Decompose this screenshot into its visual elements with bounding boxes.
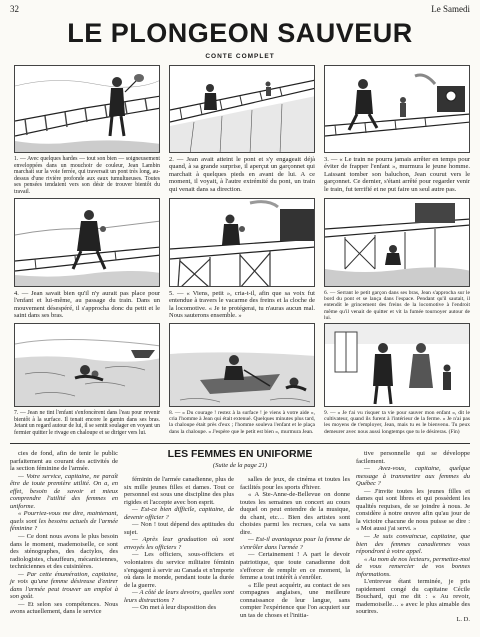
panel-2-caption: 2. — Jean avait atteint le pont et s'y engageait déjà quand, à sa grande surprise, il aperçut un garçonnet qui marchait à quelques pieds en avant de lui. A ce moment, il voyait, à l'autre extrémité du pont, un train qui venait dans sa direction.	[169, 156, 315, 193]
panel-9-illustration	[324, 323, 470, 407]
paragraph: — Avez-vous, capitaine, quelque message à transmettre aux femmes du Québec ?	[356, 465, 470, 488]
paragraph: « Elle peut acquérir, au contact de ses compagnes anglaises, une meilleure connaissance de leur langue, sans compter l'expérience que l'on acquiert sur un tas de choses et l'initia-	[240, 581, 350, 619]
article-column-3	[240, 476, 350, 619]
paragraph: féminin de l'armée canadienne, plus de six mille jeunes filles et dames. Tout ce personnel est sous une discipline des plus rigides et l'accepte avec bon esprit.	[124, 476, 234, 506]
paragraph: tive personnelle qui se développe facilement.	[356, 450, 470, 465]
paragraph: « Au nom de nos lecteurs, permettez-moi de vous remercier de vos bonnes informations.	[356, 555, 470, 578]
paragraph: — Après leur graduation où sont envoyés les officiers ?	[124, 536, 234, 551]
panel-4	[14, 198, 160, 320]
panel-1	[14, 65, 160, 195]
section-title: LES FEMMES EN UNIFORME	[167, 448, 313, 460]
page-number: 32	[10, 4, 19, 14]
panel-2-illustration	[169, 65, 315, 153]
panel-5-illustration	[169, 198, 315, 287]
story-subtitle: CONTE COMPLET	[205, 53, 275, 60]
paragraph: cies de fond, afin de tenir le public parfaitement au courant des activités de la section féminine de l'armée.	[10, 450, 118, 473]
paragraph: — Ce dont nous avons le plus besoin dans le moment, mademoiselle, ce sont des sténographes, des dactylos, des radiologistes, chauffeurs, mécaniciennes, techniciennes et des cuisinières.	[10, 533, 118, 571]
article-column-2	[124, 476, 234, 612]
paragraph: — Les officiers, sous-officiers et volontaires du service militaire féminin s'engagent à servir au Canada et n'importe où dans le monde, pendant toute la durée de la guerre.	[124, 551, 234, 589]
panel-8	[169, 323, 315, 435]
panel-5-caption: 5. — « Viens, petit », cria-t-il, afin que sa voix fut entendue à travers le vacarme des freins et la cloche de la locomotive. « Je te protégerai, tu n'auras aucun mal. Nous sauterons ensemble. »	[169, 290, 315, 320]
paragraph: — A côté de leurs devoirs, quelles sont leurs distractions ?	[124, 589, 234, 604]
panel-1-illustration	[14, 65, 160, 153]
article-column-4	[356, 450, 470, 624]
paragraph: L'entrevue étant terminée, je pris rapidement congé du capitaine Cécile Bouchard, qui me dit : « Au revoir, mademoiselle… » avec le plus aimable des sourires.	[356, 578, 470, 616]
panel-6-caption: 6. — Serrant le petit garçon dans ses bras, Jean s'approcha sur le bord du pont et se lança dans l'espace. Pendant qu'il sautait, il entendit le grincement des freins de la locomotive à l'endroit même qu'il venait de quitter et vit la fumée tournoyer autour de lui.	[324, 290, 470, 321]
panel-7-caption: 7. — Jean ne tint l'enfant s'enfoncèrent dans l'eau pour revenir bientôt à la surface. Il tenait encore le gamin dans ses bras. Jetant un regard autour de lui, il se sentit soulager en voyant un fermier quitter le rivage en chaloupe et se diriger vers lui.	[14, 410, 160, 436]
panel-8-caption: 8. — « Du courage ! restez à la surface ! je viens à votre aide », cria l'homme à Jean qui était extenué. Quelques minutes plus tard, la chaloupe était près d'eux ; l'homme souleva l'enfant et le plaça dans la chaloupe. « J'espère que le petit est bien », murmura Jean.	[169, 410, 315, 435]
paragraph: — Par cette énumération, capitaine, je vois qu'une femme désireuse d'entrer dans l'armée peut trouver un emploi à son goût.	[10, 570, 118, 601]
paragraph: salles de jeux, de cinéma et toutes les facilités pour les sports d'hiver.	[240, 476, 350, 491]
paragraph: « A Ste-Anne-de-Bellevue on donne toutes les semaines un concert au cours duquel on peut entendre de la musique, du chant, etc… Bien des artistes sont choisies parmi les recrues, cela va sans dire.	[240, 491, 350, 536]
panel-9-caption: 9. — « Je t'ai vu risquer ta vie pour sauver mon enfant », dit le cultivateur, quand ils furent à l'intérieur de la ferme. « Je n'ai pas les moyens de t'employer, Jean, mais tu es le bienvenu. Tu peux demeurer avec nous aussi longtemps que tu le désireras. (Fin)	[324, 410, 470, 435]
paragraph: — Je suis convaincue, capitaine, que bien des femmes canadiennes vous répondront à votre appel.	[356, 533, 470, 556]
paragraph: « Pourriez-vous me dire, maintenant, quels sont les besoins actuels de l'armée féminine ?	[10, 510, 118, 533]
panel-2	[169, 65, 315, 193]
panel-6-illustration	[324, 198, 470, 287]
story-title: LE PLONGEON SAUVEUR	[67, 18, 413, 48]
paragraph: — Est-il avantageux pour la femme de s'enrôler dans l'armée ?	[240, 536, 350, 551]
paragraph: — Certainement ! A part le devoir patriotique, que toute canadienne doit s'efforcer de remplir en ce moment, la femme a tout intérêt à s'enrôler.	[240, 551, 350, 582]
page-header	[10, 4, 470, 16]
panel-1-caption: 1. — Avec quelques hardes — tout son bien — soigneusement enveloppées dans un mouchoir de couleur, Jean Lambin marchait sur la voie ferrée, qui traversait un pont très long, au-dessus d'une rivière profonde aux eaux tumultueuses. Toutes ses pensées tendaient vers son désir de trouver bientôt du travail.	[14, 156, 160, 195]
magazine-name: Le Samedi	[431, 4, 470, 14]
paragraph: — Et selon ses compétences. Nous avons actuellement, dans le service	[10, 600, 118, 616]
panel-9	[324, 323, 470, 435]
paragraph: — Est-ce bien difficile, capitaine, de devenir officier ?	[124, 506, 234, 521]
paragraph: — Votre service, capitaine, ne paraît être de toute première utilité. On a, en effet, besoin de savoir et mieux comprendre l'utilité des femmes en uniforme.	[10, 472, 118, 510]
panel-4-caption: 4. — Jean savait bien qu'il n'y aurait pas place pour l'enfant et lui-même, au passage du train. Dans un mouvement désespéré, il s'approcha donc du petit et le saint dans ses bras.	[14, 290, 160, 320]
panel-3	[324, 65, 470, 193]
paragraph: — Non ! tout dépend des aptitudes du sujet.	[124, 521, 234, 536]
divider	[10, 443, 470, 444]
panel-7-illustration	[14, 323, 160, 407]
section-subtitle: (Suite de la page 21)	[212, 462, 268, 469]
panel-8-illustration	[169, 323, 315, 407]
panel-5	[169, 198, 315, 320]
paragraph: — J'invite toutes les jeunes filles et dames qui sont libres et qui possèdent les qualités requises, de se joindre à nous. Je considère à notre œuvre afin qu'au jour de la victoire chacune de nous puisse se dire : « Moi aussi j'ai servi. »	[356, 487, 470, 533]
panel-6	[324, 198, 470, 321]
panel-7	[14, 323, 160, 436]
panel-3-caption: 3. — « Le train ne pourra jamais arrêter en temps pour éviter de frapper l'enfant », murmura le jeune homme. Laissant tomber son baluchon, Jean courut vers le garçonnet. Ce dernier, s'étant arrêté pour regarder venir le train, fut terrifié et ne put faire un seul autre pas.	[324, 156, 470, 193]
article-column-1	[10, 450, 118, 616]
panel-4-illustration	[14, 198, 160, 287]
panel-3-illustration	[324, 65, 470, 153]
paragraph: — On met à leur disposition des	[132, 604, 217, 612]
article-signature: L. D.	[456, 616, 470, 624]
